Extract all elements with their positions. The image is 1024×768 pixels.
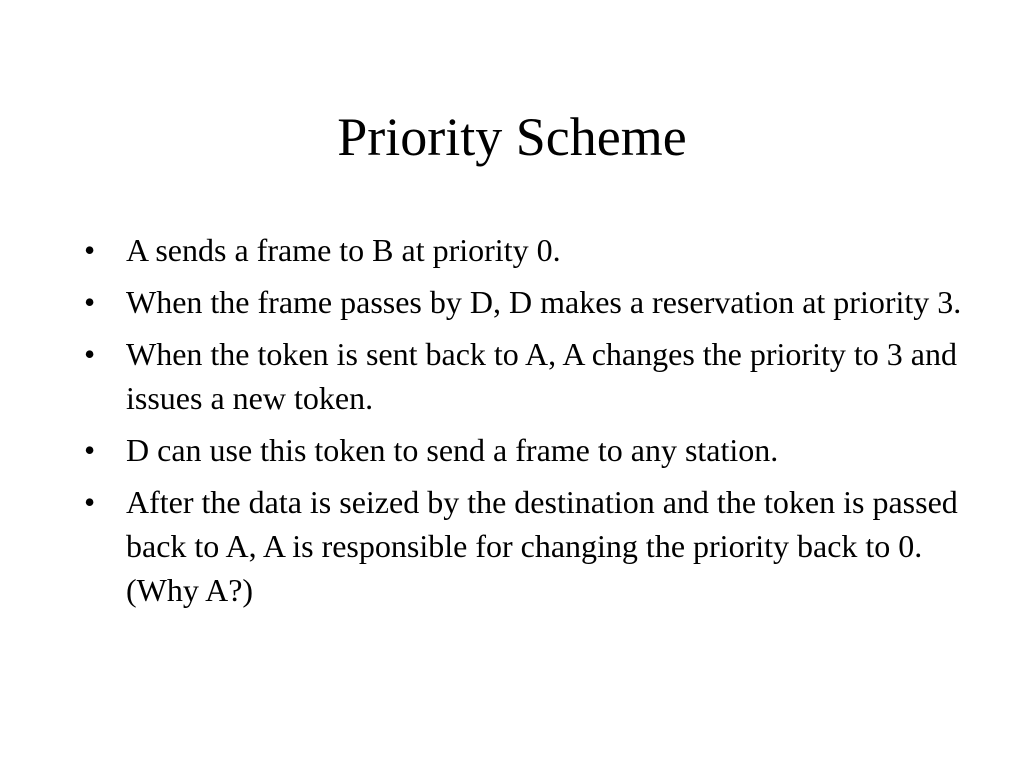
bullet-item [84,480,964,612]
bullet-icon: • [84,284,96,320]
bullet-icon: • [84,484,96,520]
bullet-text: D can use this token to send a frame to any station. [126,432,779,468]
bullet-list [84,228,964,620]
bullet-item [84,280,964,324]
bullet-text: When the frame passes by D, D makes a reservation at priority 3. [126,284,962,320]
bullet-icon: • [84,432,96,468]
bullet-text: When the token is sent back to A, A changes the priority to 3 and issues a new token. [126,336,957,416]
bullet-icon: • [84,336,96,372]
slide-title: Priority Scheme [337,107,687,167]
bullet-item [84,428,964,472]
bullet-item [84,228,964,272]
bullet-text: A sends a frame to B at priority 0. [126,232,561,268]
bullet-text: After the data is seized by the destination and the token is passed back to A, A is responsible for changing the priority back to 0. (Why A?) [126,484,958,608]
bullet-item [84,332,964,420]
bullet-icon: • [84,232,96,268]
